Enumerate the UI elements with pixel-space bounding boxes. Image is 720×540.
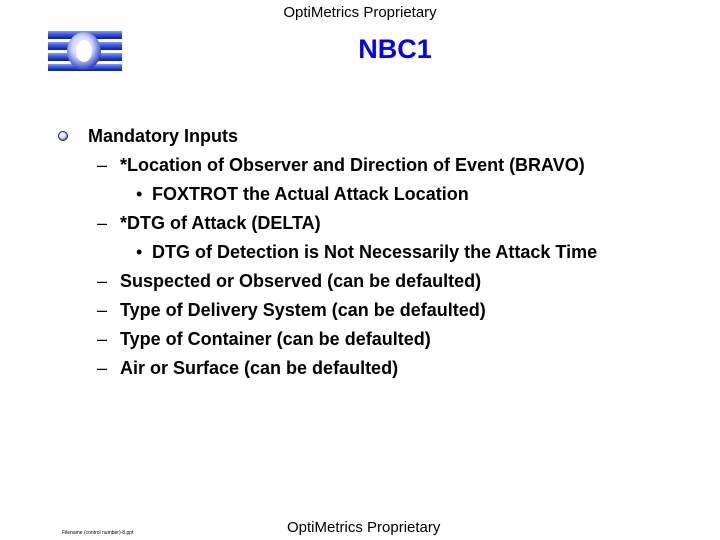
level2-text: Type of Container (can be defaulted) [120,329,431,349]
dash-marker: – [97,329,108,349]
level2-item [0,327,720,356]
dash-marker: – [97,213,108,233]
level3-item [0,240,720,269]
page-title-text: NBC1 [358,34,432,64]
level3-item [0,182,720,211]
bullet-dot-icon [58,131,68,141]
level2-item [0,298,720,327]
dash-marker: – [97,300,108,320]
dash-marker: – [97,155,108,175]
level2-item [0,356,720,385]
sub-bullet-marker: • [136,184,143,204]
level2-text: Suspected or Observed (can be defaulted) [120,271,482,291]
slide-content [0,124,720,385]
level1-item [0,124,720,153]
level2-item [0,153,720,182]
dash-marker: – [97,271,108,291]
level1-text: Mandatory Inputs [88,126,239,146]
level3-text: DTG of Detection is Not Necessarily the Attack Time [152,242,598,262]
page-title [0,33,720,65]
level2-item [0,269,720,298]
sub-bullet-marker: • [136,242,143,262]
level2-text: *DTG of Attack (DELTA) [120,213,321,233]
level2-text: *Location of Observer and Direction of Event (BRAVO) [120,155,585,175]
footer-proprietary-label: OptiMetrics Proprietary [287,519,441,536]
header-proprietary-label: OptiMetrics Proprietary [283,4,437,21]
footer-filename: Filename (control number)-8.ppt [62,530,134,536]
level2-text: Air or Surface (can be defaulted) [120,358,399,378]
level2-text: Type of Delivery System (can be defaulted) [120,300,486,320]
level2-item [0,211,720,240]
level3-text: FOXTROT the Actual Attack Location [152,184,469,204]
dash-marker: – [97,358,108,378]
